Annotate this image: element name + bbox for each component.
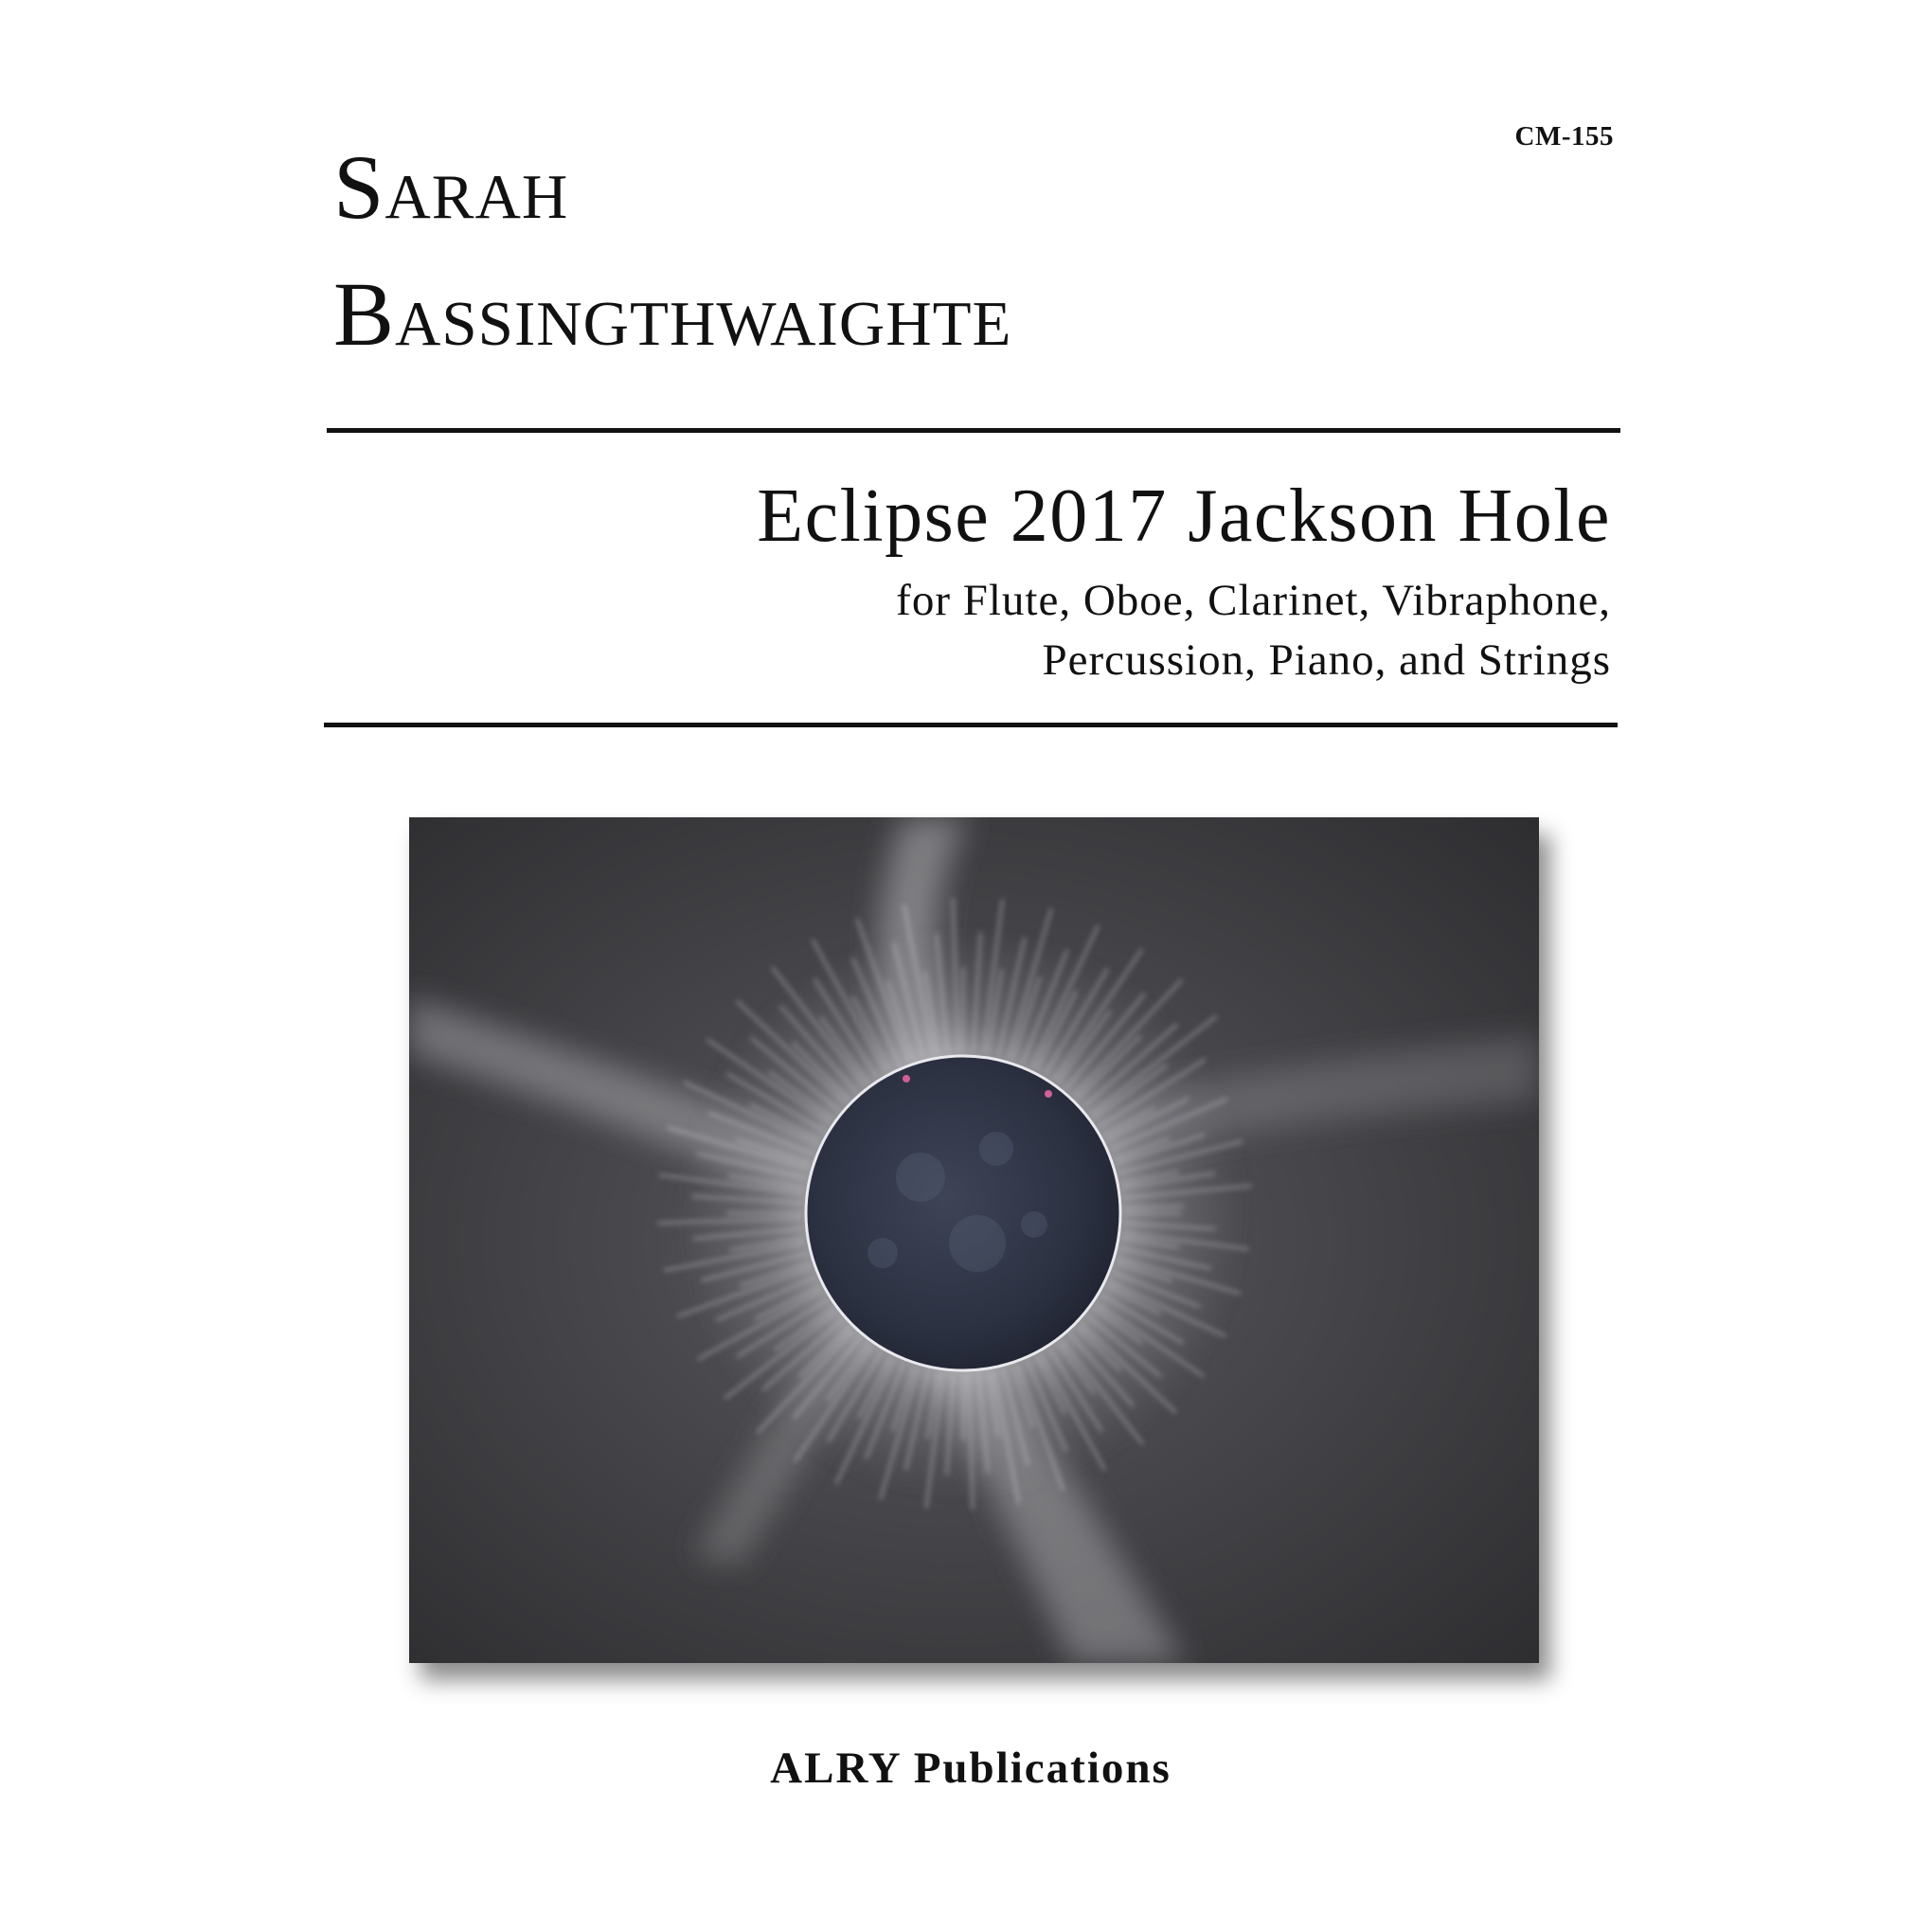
composer-last-name: Bassingthwaighte (333, 263, 1012, 365)
prominence (1045, 1090, 1052, 1098)
catalog-number: CM-155 (1514, 121, 1614, 152)
top-divider (327, 428, 1620, 433)
instrumentation (896, 571, 1611, 690)
instrumentation-line-2: Percussion, Piano, and Strings (1042, 635, 1611, 685)
prominence (903, 1075, 910, 1082)
composer-name (333, 136, 1012, 396)
publisher-name: ALRY Publications (770, 1744, 1172, 1793)
instrumentation-line-1: for Flute, Oboe, Clarinet, Vibraphone, (896, 576, 1611, 625)
moon-disk (806, 1056, 1120, 1370)
eclipse-photo (409, 817, 1539, 1663)
work-title: Eclipse 2017 Jackson Hole (757, 474, 1611, 558)
bottom-divider (324, 723, 1618, 727)
composer-first-name: Sarah (333, 136, 569, 238)
